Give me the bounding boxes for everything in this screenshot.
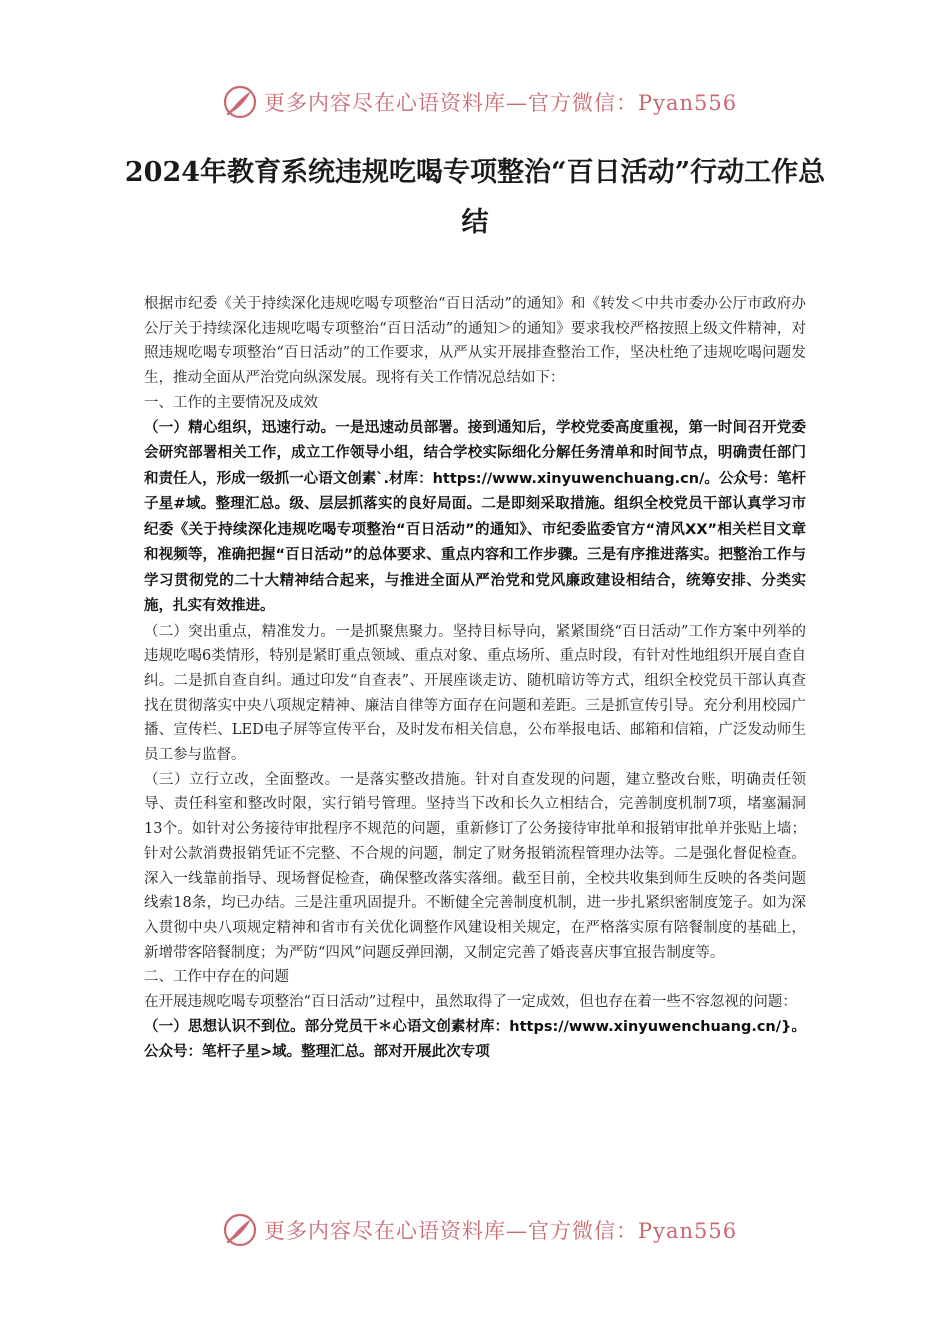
subsection-1-paragraph: （一）精心组织，迅速行动。一是迅速动员部署。接到通知后，学校党委高度重视，第一时间召开党委会研究部署相关工作，成立工作领导小组，结合学校实际细化分解任务清单和时间节点，明确责任部门和责任人，形成一级抓一心语文创素`.材库：https://www.xinyuwenchuang.cn/。公众号：笔杆子星#域。整理汇总。级、层层抓落实的良好局面。二是即刻采取措施。组织全校党员干部认真学习市纪委《关于持续深化违规吃喝专项整治“百日活动”的通知》、市纪委监委官方“清风XX”相关栏目文章和视频等，准确把握“百日活动”的总体要求、重点内容和工作步骤。三是有序推进落实。把整治工作与学习贯彻党的二十大精神结合起来，与推进全面从严治党和党风廉政建设相结合，统筹安排、分类实施，扎实有效推进。 [144,419,806,615]
problems-intro-paragraph: 在开展违规吃喝专项整治“百日活动”过程中，虽然取得了一定成效，但也存在着一些不容忽视的问题： [144,994,797,1011]
quill-logo-icon [222,84,258,120]
subsection-3-paragraph: （三）立行立改，全面整改。一是落实整改措施。针对自查发现的问题，建立整改台账，明确责任领导、责任科室和整改时限，实行销号管理。坚持当下改和长久立相结合，完善制度机制7项，堵塞漏洞13个。如针对公务接待审批程序不规范的问题，重新修订了公务接待审批单和报销审批单并张贴上墙；针对公款消费报销凭证不完整、不合规的问题，制定了财务报销流程管理办法等。二是强化督促检查。深入一线靠前指导、现场督促检查，确保整改落实落细。截至目前，全校共收集到师生反映的各类问题线索18条，均已办结。三是注重巩固提升。不断健全完善制度机制，进一步扎紧织密制度笼子。如为深入贯彻中央八项规定精神和省市有关优化调整作风建设相关规定，在严格落实原有陪餐制度的基础上，新增带客陪餐制度；为严防“四风”问题反弹回潮，又制定完善了婚丧喜庆事宜报告制度等。 [144,771,806,961]
document-title: 2024年教育系统违规吃喝专项整治“百日活动”行动工作总结 [124,157,826,238]
section-heading-1: 一、工作的主要情况及成效 [144,394,318,411]
section-heading-2: 二、工作中存在的问题 [144,969,289,986]
document-body [144,292,806,1066]
bottom-watermark-banner [222,1208,742,1252]
watermark-text: 更多内容尽在心语资料库—官方微信：Pyan556 [264,91,738,115]
subsection-2-paragraph: （二）突出重点，精准发力。一是抓聚焦聚力。坚持目标导向，紧紧围绕“百日活动”工作方案中列举的违规吃喝6类情形，特别是紧盯重点领域、重点对象、重点场所、重点时段，有针对性地组织开展自查自纠。二是抓自查自纠。通过印发“自查表”、开展座谈走访、随机暗访等方式，组织全校党员干部认真查找在贯彻落实中央八项规定精神、廉洁自律等方面存在问题和差距。三是抓宣传引导。充分利用校园广播、宣传栏、LED电子屏等宣传平台，及时发布相关信息，公布举报电话、邮箱和信箱，广泛发动师生员工参与监督。 [144,623,806,764]
watermark-text: 更多内容尽在心语资料库—官方微信：Pyan556 [264,1219,738,1243]
intro-paragraph: 根据市纪委《关于持续深化违规吃喝专项整治“百日活动”的通知》和《转发＜中共市委办公厅市政府办公厅关于持续深化违规吃喝专项整治“百日活动”的通知＞的通知》要求我校严格按照上级文件精神，对照违规吃喝专项整治“百日活动”的工作要求，从严从实开展排查整治工作，坚决杜绝了违规吃喝问题发生，推动全面从严治党向纵深发展。现将有关工作情况总结如下： [144,296,806,387]
quill-logo-icon [222,1212,258,1248]
problem-1-paragraph: （一）思想认识不到位。部分党员干＊心语文创素材库：https://www.xinyuwenchuang.cn/}。公众号：笔杆子星>域。整理汇总。部对开展此次专项 [144,1018,806,1061]
top-watermark-banner [222,80,742,124]
